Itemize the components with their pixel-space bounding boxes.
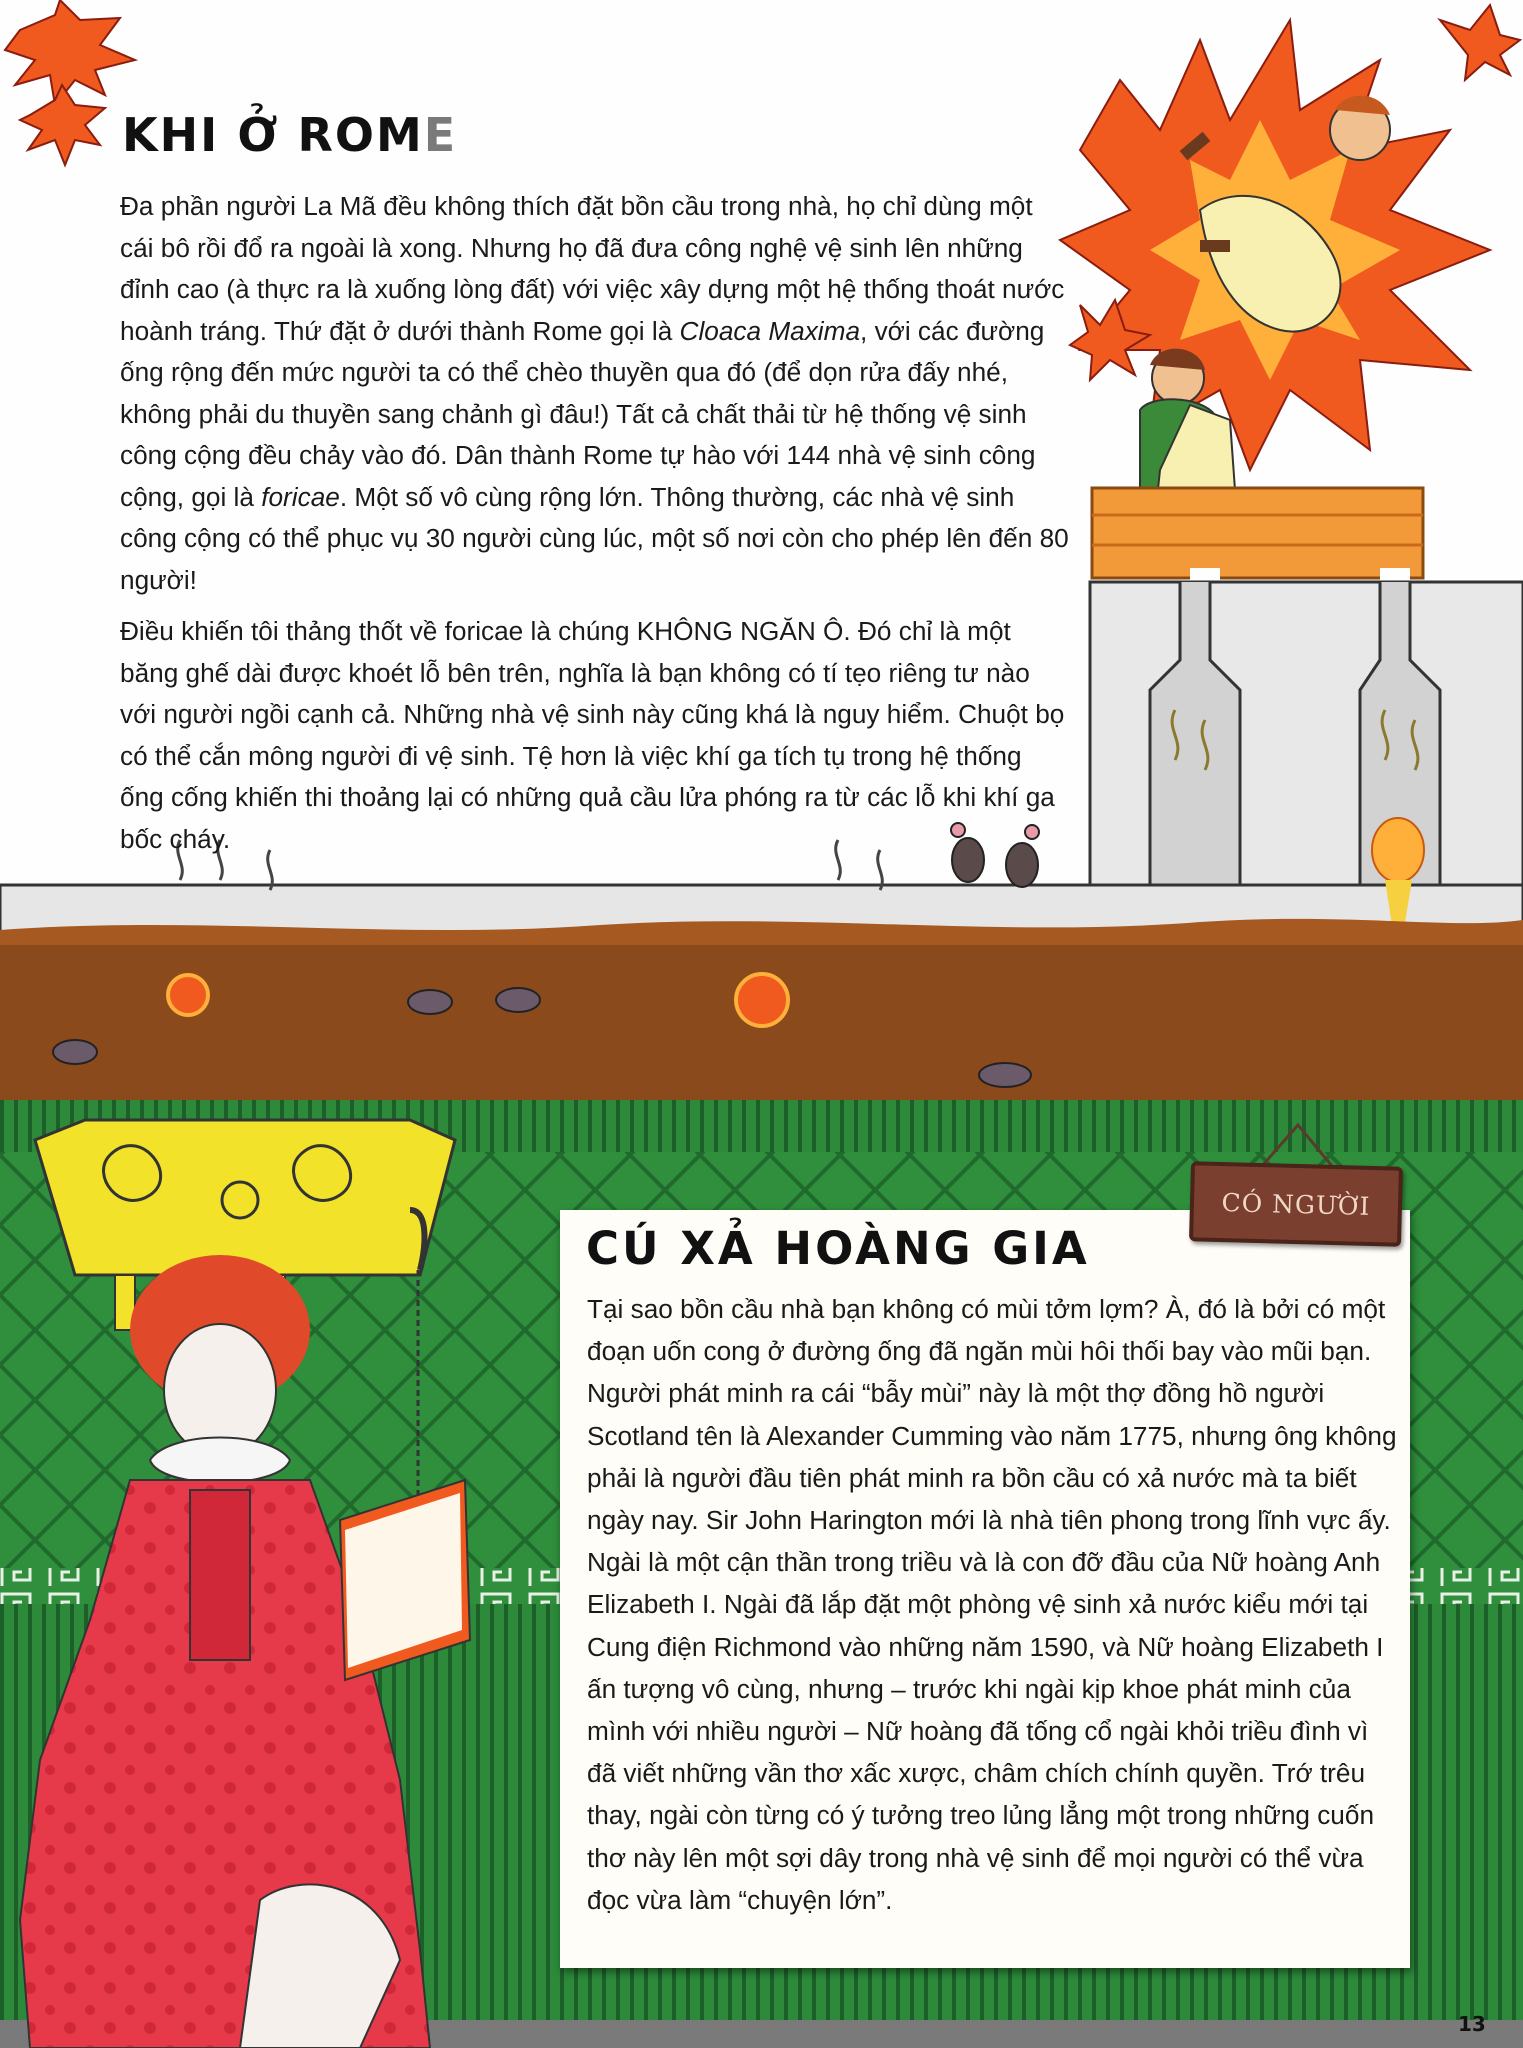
explosion-decoration-top-left xyxy=(5,0,135,165)
rome-body-text xyxy=(120,186,1070,870)
occupied-sign xyxy=(1189,1161,1403,1247)
royal-flush-body-text: Tại sao bồn cầu nhà bạn không có mùi tởm lợm? À, đó là bởi có một đoạn uốn cong ở đường ống đã ngăn mùi hôi thối bay vào mũi bạn. Người phát minh ra cái “bẫy mùi” này là một thợ đồng hồ người Scotland tên là Alexander Cumming vào năm 1775, nhưng ông không phải là người đầu tiên phát minh ra bồn cầu có xả nước mà ta biết ngày nay. Sir John Harington mới là nhà tiên phong trong lĩnh vực ấy. Ngài là một cận thần trong triều và là con đỡ đầu của Nữ hoàng Anh Elizabeth I. Ngài đã lắp đặt một phòng vệ sinh xả nước kiểu mới tại Cung điện Richmond vào những năm 1590, và Nữ hoàng Elizabeth I ấn tượng vô cùng, nhưng – trước khi ngài kịp khoe phát minh của mình với nhiều người – Nữ hoàng đã tống cổ ngài khỏi triều đình vì đã viết những vần thơ xấc xược, châm chích chính quyền. Trớ trêu thay, ngài còn từng có ý tưởng treo lủng lẳng một trong những cuốn thơ này lên một sợi dây trong nhà vệ sinh để mọi người có thể vừa đọc vừa làm “chuyện lớn”. xyxy=(587,1294,1397,1915)
term-foricae: foricae xyxy=(261,481,340,512)
term-cloaca-maxima: Cloaca Maxima xyxy=(679,315,861,346)
title-faded-letter: E xyxy=(423,108,458,162)
page-number: 13 xyxy=(1458,2012,1486,2036)
section-title-cu-xa-hoang-gia: CÚ XẢ HOÀNG GIA xyxy=(586,1222,1090,1275)
occupied-sign-label: CÓ NGƯỜI xyxy=(1221,1187,1371,1221)
rome-paragraph-2: Điều khiến tôi thảng thốt về foricae là chúng KHÔNG NGĂN Ô. Đó chỉ là một băng ghế dài được khoét lỗ bên trên, nghĩa là bạn không có tí tẹo riêng tư nào với người ngồi cạnh cả. Những nhà vệ sinh này cũng khá là nguy hiểm. Chuột bọ có thể cắn mông người đi vệ sinh. Tệ hơn là việc khí ga tích tụ trong hệ thống ống cống khiến thi thoảng lại có những quả cầu lửa phóng ra từ các lỗ khi khí ga bốc cháy. xyxy=(120,616,1065,854)
section-title-khi-o-rome xyxy=(122,108,457,162)
title-main: KHI Ở ROM xyxy=(122,108,424,162)
rome-paragraph-1: Đa phần người La Mã đều không thích đặt bồn cầu trong nhà, họ chỉ dùng một cái bô rồi đổ ra ngoài là xong. Nhưng họ đã đưa công nghệ vệ sinh lên những đỉnh cao (à thực ra là xuống lòng đất) với việc xây dựng một hệ thống thoát nước hoành tráng. Thứ đặt ở dưới thành Rome gọi là Cloaca Maxima, với các đường ống rộng đến mức người ta có thể chèo thuyền qua đó (để dọn rửa đấy nhé, không phải du thuyền sang chảnh gì đâu!) Tất cả chất thải từ hệ thống vệ sinh công cộng đều chảy vào đó. Dân thành Rome tự hào với 144 nhà vệ sinh công cộng, gọi là foricae. Một số vô cùng rộng lớn. Thông thường, các nhà vệ sinh công cộng có thể phục vụ 30 người cùng lúc, một số nơi còn cho phép lên đến 80 người! xyxy=(120,191,1069,595)
wooden-bench xyxy=(1092,488,1423,578)
